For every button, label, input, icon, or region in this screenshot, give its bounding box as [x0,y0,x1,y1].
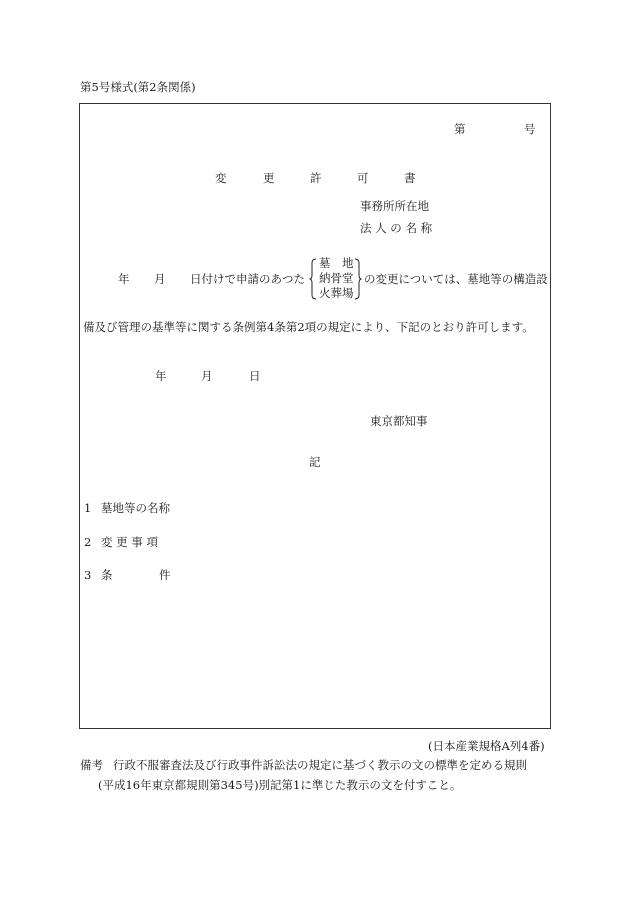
type-nokotsudo: 納骨堂 [319,271,354,285]
issuer-label: 東京都知事 [370,414,428,428]
sentence-tsuki: 月 [154,272,166,286]
type-bochi: 墓 地 [319,256,354,270]
left-brace-icon [309,258,317,300]
sentence-nen: 年 [118,272,130,286]
date-nen: 年 [155,369,167,383]
item-2-number: 2 [84,535,92,549]
corporation-name-label: 法 人 の 名 称 [360,221,433,235]
form-frame [79,103,551,729]
sentence-middle: 日付けで申請のあつた [190,272,305,286]
form-label: 第5号様式(第2条関係) [80,80,196,94]
number-go: 号 [524,122,536,136]
item-3-number: 3 [84,568,92,582]
paper-size-note: (日本産業規格A列4番) [428,739,545,753]
date-hi: 日 [249,369,261,383]
right-brace-icon [354,258,362,300]
sentence-line2: 備及び管理の基準等に関する条例第4条第2項の規定により、下記のとおり許可します。 [83,320,534,334]
note-line-2: (平成16年東京都規則第345号)別記第1に準じた教示の文を付すこと。 [98,778,462,792]
sentence-after: の変更については、墓地等の構造設 [364,272,548,286]
item-2-label: 変 更 事 項 [101,535,158,549]
item-1-label: 墓地等の名称 [101,501,170,515]
title-char-3: 許 [310,171,322,185]
note-line-1: 行政不服審査法及び行政事件訴訟法の規定に基づく教示の文の標準を定める規則 [113,758,527,772]
title-char-1: 変 [215,171,227,185]
date-tsuki: 月 [201,369,213,383]
item-1-number: 1 [84,501,92,515]
ki-label: 記 [309,455,321,469]
note-label: 備考 [80,758,103,772]
office-location-label: 事務所所在地 [360,199,429,213]
item-3-label-b: 件 [159,568,171,582]
item-3-label-a: 条 [101,568,113,582]
title-char-4: 可 [357,171,369,185]
number-dai: 第 [454,122,466,136]
title-char-5: 書 [404,171,416,185]
title-char-2: 更 [263,171,275,185]
type-kasoba: 火葬場 [319,286,354,300]
